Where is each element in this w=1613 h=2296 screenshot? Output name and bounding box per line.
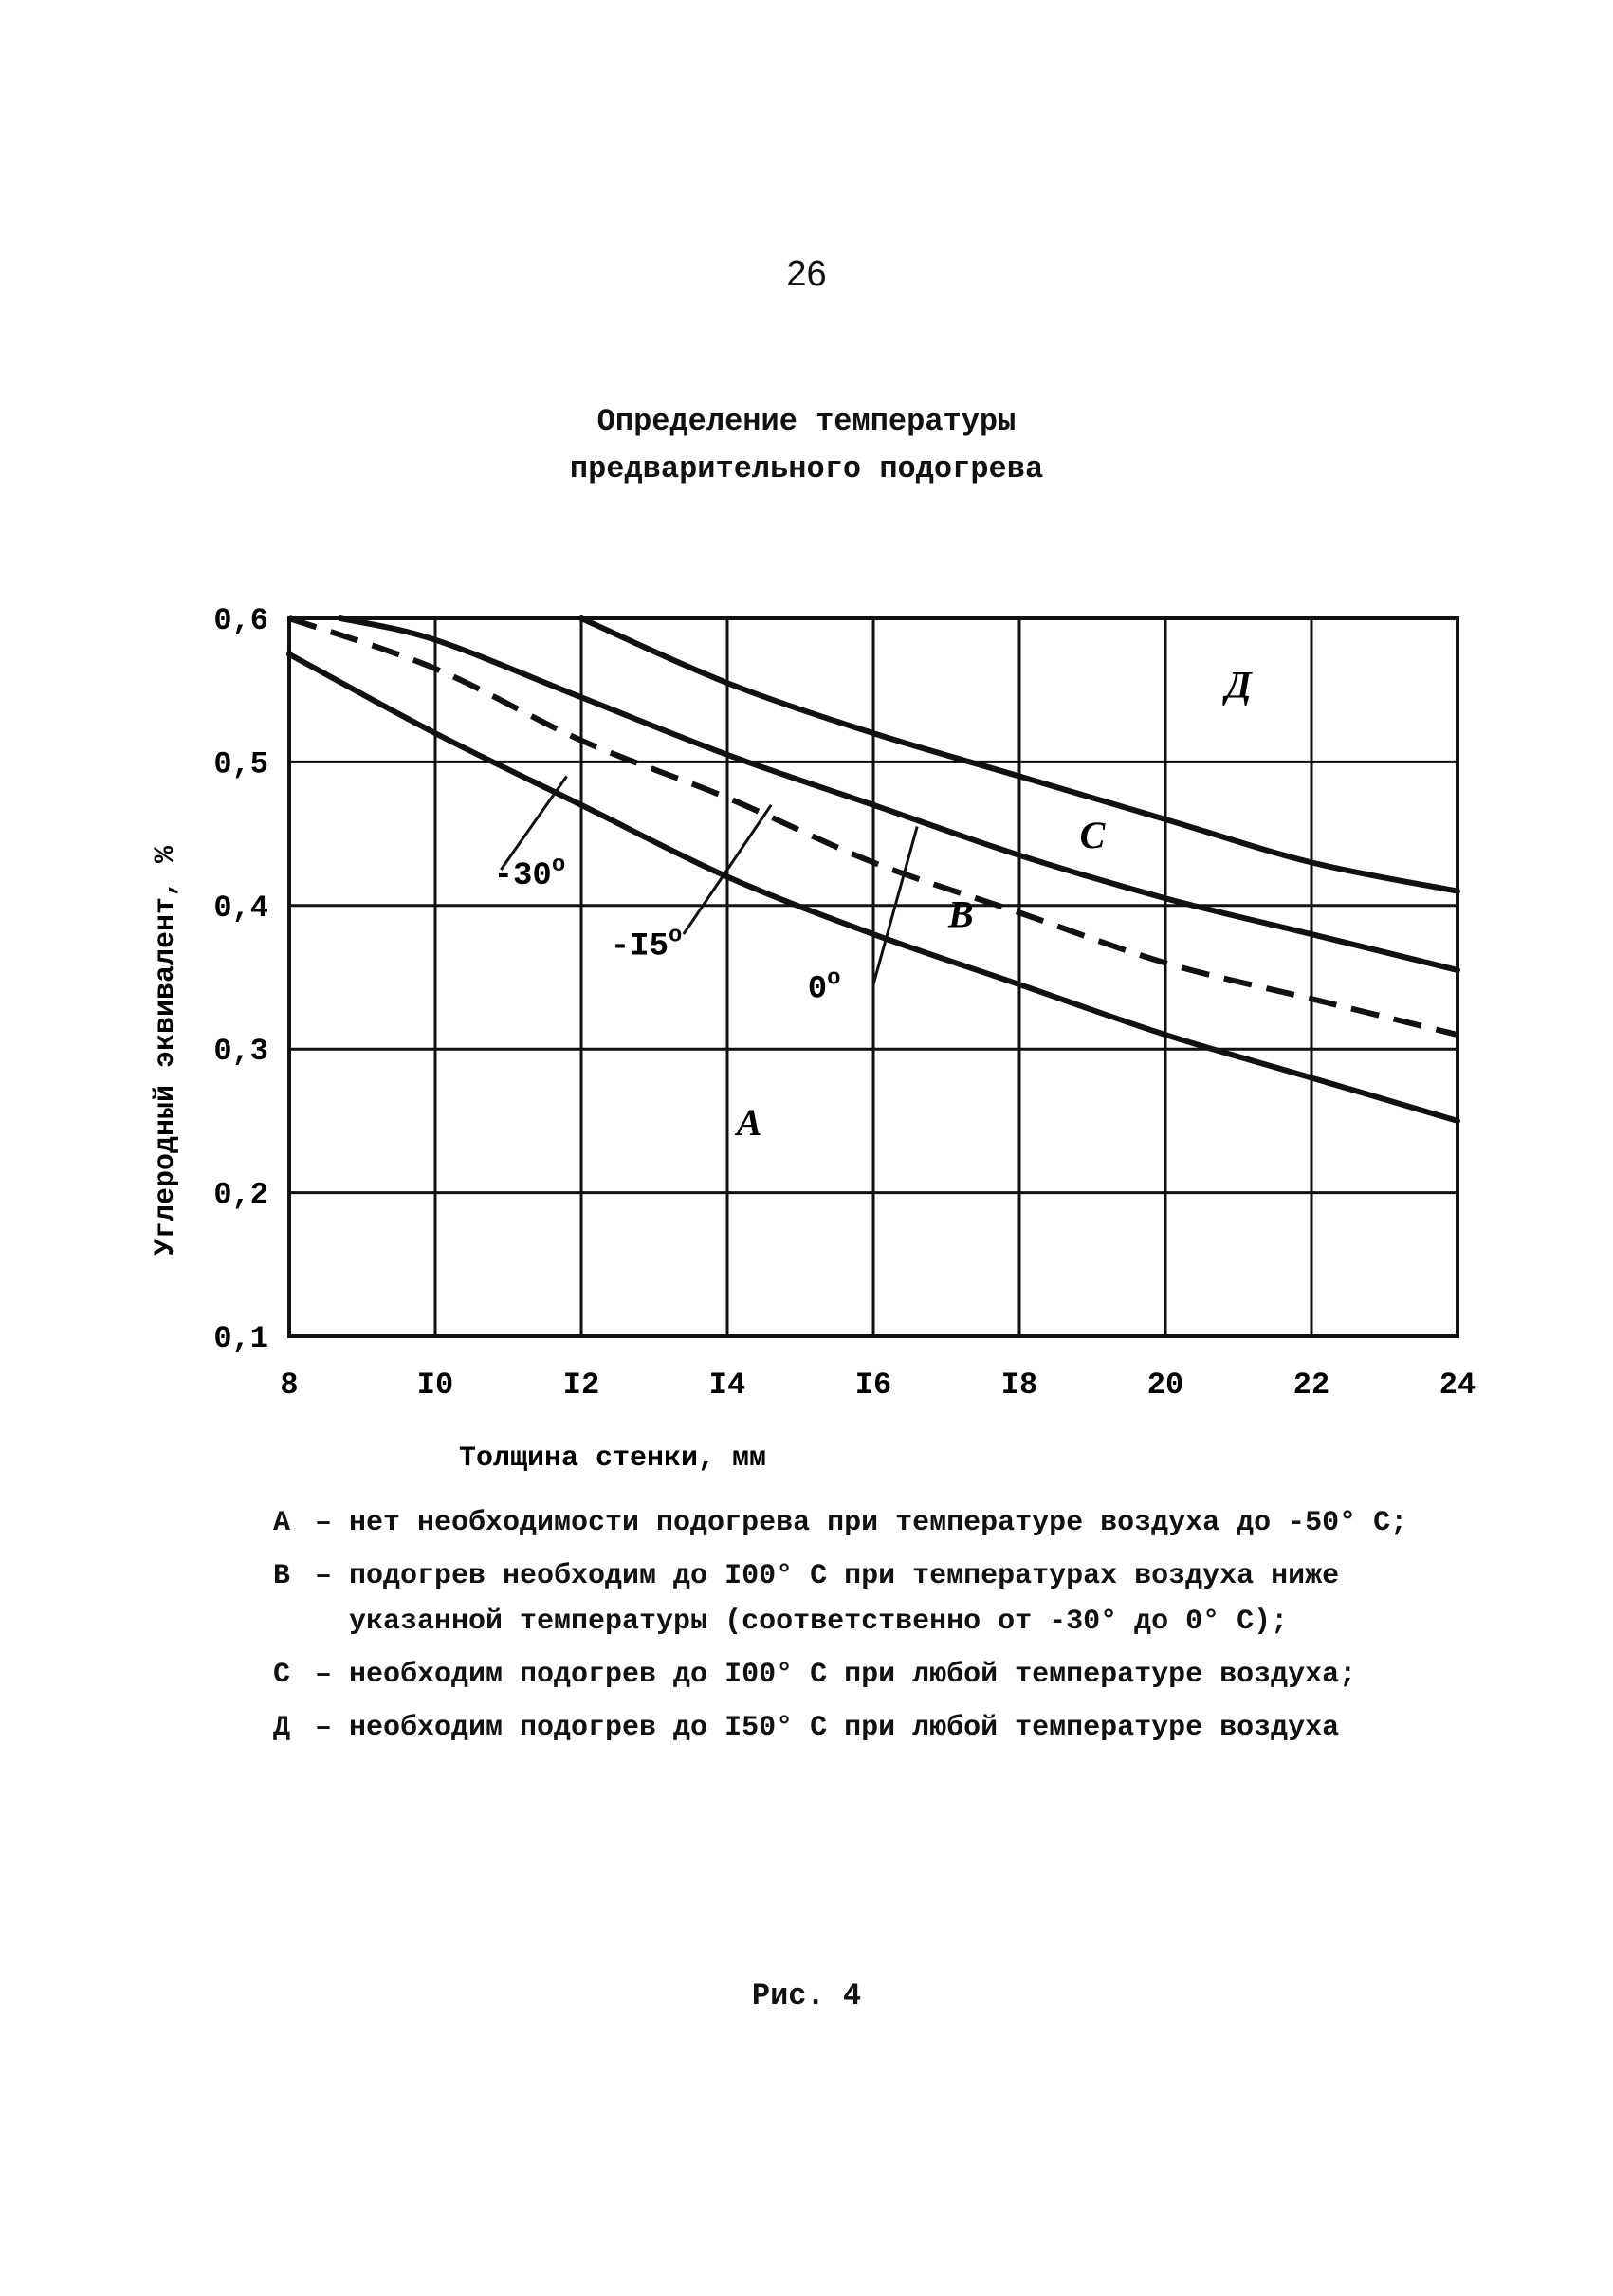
- legend-key: С: [273, 1659, 291, 1691]
- legend-text: подогрев необходим до I00° С при температурах воздуха ниже указанной температуры (соответственно от -30° до 0° С);: [349, 1560, 1340, 1638]
- legend-item-d: [273, 1705, 1411, 1751]
- legend-dash: –: [315, 1659, 333, 1691]
- region-label: А: [736, 1101, 762, 1145]
- x-tick-label: I8: [1000, 1368, 1038, 1403]
- x-tick-label: 22: [1292, 1368, 1330, 1403]
- region-label: Д: [1225, 663, 1252, 707]
- legend-text: необходим подогрев до I50° С при любой температуре воздуха: [349, 1712, 1340, 1744]
- legend-dash: –: [315, 1712, 333, 1744]
- y-tick-label: 0,6: [213, 603, 268, 638]
- region-label: С: [1079, 814, 1106, 857]
- annotation-label: 0$^o$: [807, 965, 841, 1008]
- legend-text: необходим подогрев до I00° С при любой температуре воздуха;: [349, 1659, 1357, 1691]
- annotation-label: -30$^o$: [493, 853, 566, 895]
- page-number: 26: [786, 254, 827, 294]
- legend-dash: –: [315, 1507, 333, 1539]
- x-tick-label: I6: [854, 1368, 892, 1403]
- y-tick-label: 0,3: [213, 1034, 268, 1070]
- legend-key: А: [273, 1507, 291, 1539]
- figure-caption: Рис. 4: [751, 1978, 862, 2013]
- annotation-label: -I5$^o$: [610, 923, 683, 965]
- title-line-1: Определение температуры: [596, 404, 1017, 439]
- y-tick-label: 0,2: [213, 1177, 268, 1213]
- x-tick-label: 20: [1146, 1368, 1184, 1403]
- x-tick-label: I2: [562, 1368, 600, 1403]
- x-tick-label: 8: [280, 1368, 299, 1403]
- y-tick-label: 0,4: [213, 890, 268, 926]
- x-tick-label: 24: [1439, 1368, 1476, 1403]
- x-tick-label: I4: [708, 1368, 746, 1403]
- x-tick-label: I0: [416, 1368, 454, 1403]
- y-tick-label: 0,1: [213, 1321, 268, 1356]
- title-line-2: предварительного подогрева: [569, 451, 1044, 487]
- legend-item-c: [273, 1652, 1411, 1698]
- x-axis-label: Толщина стенки, мм: [458, 1442, 767, 1475]
- legend: [273, 1500, 1411, 1758]
- y-tick-label: 0,5: [213, 746, 268, 782]
- grid: [289, 618, 1457, 1336]
- legend-dash: –: [315, 1560, 333, 1592]
- legend-text: нет необходимости подогрева при температуре воздуха до -50° С;: [349, 1507, 1408, 1539]
- series-line-3: [340, 618, 1457, 970]
- y-axis-label: Углеродный эквивалент, %: [150, 845, 182, 1257]
- legend-key: Д: [273, 1712, 291, 1744]
- legend-item-a: [273, 1500, 1411, 1546]
- legend-key: В: [273, 1560, 291, 1592]
- region-label: В: [948, 892, 974, 936]
- legend-item-b: [273, 1553, 1411, 1644]
